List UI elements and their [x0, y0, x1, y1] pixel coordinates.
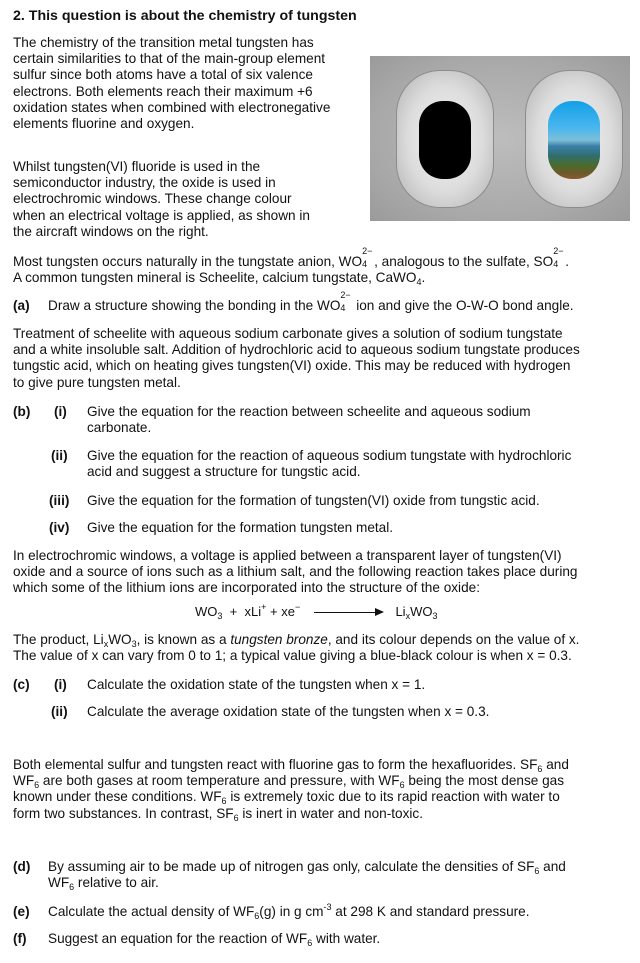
question-f: (f) Suggest an equation for the reaction of $WF_6$ with water.	[13, 931, 381, 948]
question-title: 2. This question is about the chemistry of tungsten	[13, 8, 357, 24]
intro-line: elements fluorine and oxygen.	[13, 116, 195, 132]
scheelite-line: tungstic acid, which on heating gives tungsten(VI) oxide. This may be reduced with hydrogen	[13, 358, 571, 374]
windows-line: semiconductor industry, the oxide is used in	[13, 175, 276, 191]
scheelite-paragraph	[13, 326, 580, 391]
question-b-iv: Give the equation for the formation tungsten metal.	[87, 520, 394, 535]
question-b-ii: Give the equation for the reaction of aqueous sodium tungstate with hydrochloric acid and suggest a structure for tungstic acid.	[87, 448, 572, 480]
hexafluoride-line: $WF_6$ are both gases at room temperature and pressure, with $WF_6$ being the most dense gas	[13, 773, 565, 791]
tungstate-line-2: A common tungsten mineral is Scheelite, calcium tungstate, CaWO$_4$.	[13, 270, 426, 288]
electrochromic-line: In electrochromic windows, a voltage is applied between a transparent layer of tungsten(VI)	[13, 548, 562, 563]
clear-window-pane	[548, 101, 600, 179]
hexafluoride-line: form two substances. In contrast, $SF_6$ is inert in water and non-toxic.	[13, 805, 423, 823]
windows-paragraph	[13, 159, 310, 240]
intro-line: certain similarities to that of the main-group element	[13, 51, 326, 67]
hexafluoride-paragraph	[13, 757, 569, 822]
intro-line: electrons. Both elements reach their maximum +6	[13, 83, 313, 99]
scheelite-line: Treatment of scheelite with aqueous sodium carbonate gives a solution of sodium tungstate	[13, 326, 563, 341]
question-c-ii: Calculate the average oxidation state of the tungsten when x = 0.3.	[87, 704, 490, 719]
hexafluoride-line: Both elemental sulfur and tungsten react with fluorine gas to form the hexafluorides. $SF_6$ and	[13, 757, 569, 774]
windows-line: when an electrical voltage is applied, as shown in	[13, 207, 310, 223]
question-a: (a) Draw a structure showing the bonding in the WO 2− 4 ion and give the O-W-O bond angle.	[13, 290, 574, 313]
windows-line: the aircraft windows on the right.	[13, 223, 209, 239]
windows-line: Whilst tungsten(VI) fluoride is used in the	[13, 159, 261, 174]
darkened-window-pane	[419, 101, 471, 179]
electrochromic-line: oxide and a source of ions such as a lithium salt, and the following reaction takes place during	[13, 564, 578, 580]
question-e: (e) Calculate the actual density of $WF_6(g)$ in g $cm^{-3}$ at 298 K and standard pressure.	[13, 902, 530, 921]
question-d: (d) By assuming air to be made up of nitrogen gas only, calculate the densities of $SF_6$ and $WF_6$ relative to air.	[13, 859, 566, 893]
scheelite-line: and a white insoluble salt. Addition of hydrochloric acid to aqueous sodium tungstate produces	[13, 342, 580, 358]
reaction-arrow-icon	[314, 612, 382, 613]
electrochromic-paragraph	[13, 548, 577, 597]
intro-line: The chemistry of the transition metal tungsten has	[13, 35, 314, 50]
intro-line: oxidation states when combined with electronegative	[13, 99, 331, 115]
bronze-line-2: The value of x can vary from 0 to 1; a typical value giving a blue-black colour is when x = 0.3.	[13, 648, 572, 664]
question-b-iii: Give the equation for the formation of tungsten(VI) oxide from tungstic acid.	[87, 493, 540, 508]
aircraft-window-left	[396, 70, 494, 208]
intro-line: sulfur since both atoms have a total of six valence	[13, 67, 313, 83]
aircraft-windows-image	[370, 56, 630, 221]
tungstate-line-1: Most tungsten occurs naturally in the tungstate anion, WO 2− 4 , analogous to the sulfate, SO 2− 4 .	[13, 246, 569, 269]
hexafluoride-line: known under these conditions. $WF_6$ is extremely toxic due to its rapid reaction with water to	[13, 789, 560, 807]
tungstate-paragraph	[13, 246, 569, 288]
bronze-line-1: The product, $Li_xWO_3$, is known as a tungsten bronze, and its colour depends on the value of x.	[13, 632, 580, 649]
question-b: (b) (i) Give the equation for the reaction between scheelite and aqueous sodium carbonate. (ii) Give the equation for the reaction of aqueous sodium tungstate with hydrochloric acid and suggest a structure for tungstic acid. (iii) Give the equation for the formation of tungsten(VI) oxide from tungstic acid. (iv) Give the equation for the formation tungsten metal.	[13, 404, 572, 535]
question-b-i: Give the equation for the reaction between scheelite and aqueous sodium carbonate.	[87, 404, 531, 436]
intro-paragraph	[13, 35, 330, 132]
scheelite-line: to give pure tungsten metal.	[13, 374, 181, 390]
aircraft-window-right	[525, 70, 623, 208]
electrochromic-line: which some of the lithium ions are incorporated into the structure of the oxide:	[13, 580, 480, 596]
question-c: (c) (i) Calculate the oxidation state of the tungsten when x = 1. (ii) Calculate the average oxidation state of the tungsten when x = 0.3.	[13, 677, 490, 719]
question-c-i: Calculate the oxidation state of the tungsten when x = 1.	[87, 677, 426, 692]
reaction-equation: $WO_3 + xLi^+ + xe^-$ $Li_xWO_3$	[195, 602, 438, 621]
bronze-paragraph	[13, 632, 579, 664]
windows-line: electrochromic windows. These change colour	[13, 191, 292, 207]
